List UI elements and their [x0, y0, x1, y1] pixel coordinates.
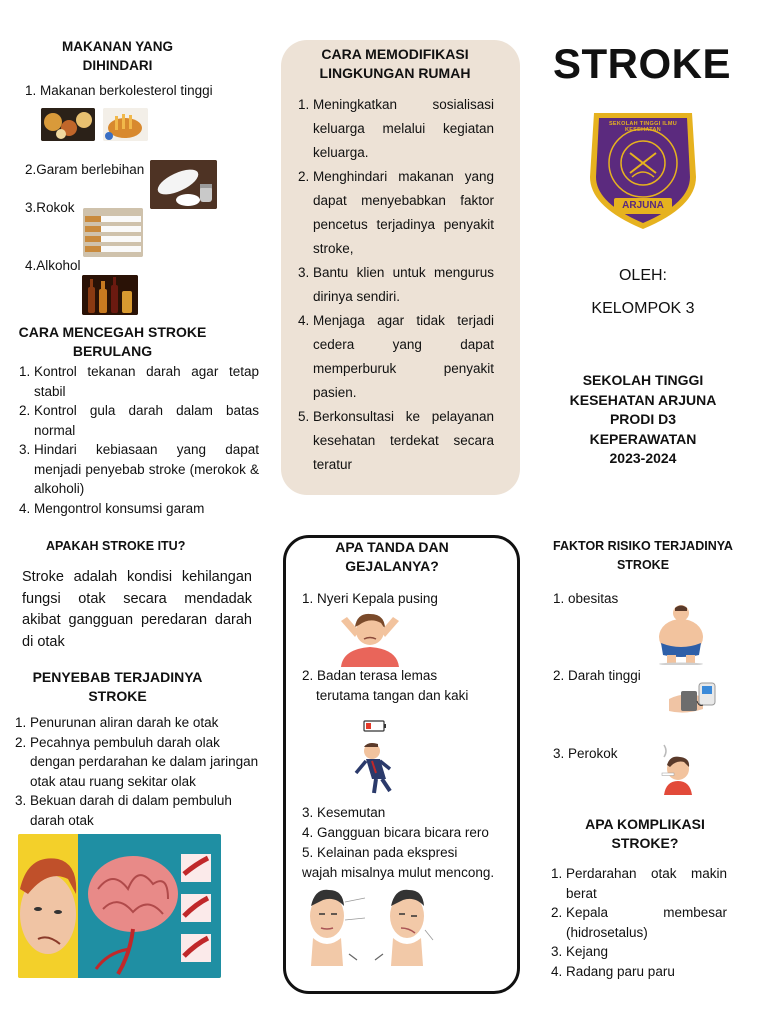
penyebab-title: PENYEBAB TERJADINYA STROKE — [32, 669, 203, 704]
institution-line: KEPERAWATAN — [589, 430, 697, 447]
tanda-item-1: 1. Nyeri Kepala pusing — [302, 591, 438, 606]
list-num: 1. — [298, 97, 310, 112]
alcohol-photo — [82, 275, 138, 315]
college-logo — [584, 107, 702, 232]
faktor-item-2: 2. Darah tinggi — [553, 668, 641, 683]
list-text: Kontrol tekanan darah agar tetap stabil — [34, 364, 259, 399]
institution-line: PRODI D3 — [609, 411, 677, 427]
modifikasi-item — [298, 93, 494, 165]
list-num: 4. — [551, 963, 563, 979]
mencegah-item — [19, 401, 259, 440]
institution-line: 2023-2024 — [609, 450, 677, 466]
list-num: 2. — [298, 169, 310, 184]
list-num: 2. — [15, 734, 27, 750]
list-num: 3. — [19, 442, 31, 457]
faktor-title: FAKTOR RISIKO TERJADINYA STROKE — [553, 539, 733, 572]
tanda-item-3: 3. Kesemutan — [302, 805, 386, 820]
cigarette-art — [83, 208, 143, 257]
makanan-item-4: 4.Alkohol — [25, 258, 81, 273]
modifikasi-item — [298, 165, 494, 261]
modifikasi-item — [298, 261, 494, 309]
logo-top-text: SEKOLAH TINGGI ILMU KESEHATAN — [608, 121, 678, 133]
list-text: Berkonsultasi ke pelayanan kesehatan terdekat secara teratur — [313, 409, 494, 472]
oleh-label: OLEH: — [618, 267, 667, 284]
smoker-art — [658, 743, 696, 795]
salt-art — [150, 160, 217, 209]
komplikasi-item — [551, 942, 727, 962]
apakah-text: Stroke adalah kondisi kehilangan fungsi otak secara mendadak akibat gangguan peredaran darah di otak — [22, 569, 252, 650]
headache-illustration — [333, 609, 407, 667]
tanda-item-2b: terutama tangan dan kaki — [316, 688, 469, 703]
food-photo-2 — [103, 108, 148, 141]
headache-art — [333, 609, 407, 667]
stroke-brain-art — [18, 834, 221, 978]
list-num: 1. — [551, 866, 563, 881]
kelompok-label: KELOMPOK 3 — [591, 300, 695, 317]
mencegah-title: CARA MENCEGAH STROKE BERULANG — [18, 324, 207, 359]
stroke-brain-poster — [18, 834, 221, 978]
facial-droop-illustration — [303, 884, 455, 966]
tanda-item-4: 4. Gangguan bicara bicara rero — [302, 825, 489, 840]
list-num: 4. — [19, 500, 31, 516]
weak-man-art — [350, 717, 415, 795]
obese-man-illustration — [655, 603, 707, 665]
makanan-item-2: 2.Garam berlebihan — [25, 162, 145, 177]
list-text: Kontrol gula darah dalam batas normal — [34, 403, 259, 438]
blood-pressure-illustration — [667, 677, 719, 717]
fries-art — [103, 108, 148, 141]
list-text: Meningkatkan sosialisasi keluarga melalui kegiatan keluarga. — [313, 97, 494, 160]
institution-line: KESEHATAN ARJUNA — [569, 391, 717, 408]
list-text: Kepala membesar (hidrosetalus) — [566, 905, 727, 940]
list-text: Pecahnya pembuluh darah olak dengan perdarahan ke dalam jaringan otak atau ruang sekitar olak — [30, 734, 259, 789]
list-num: 1. — [15, 715, 27, 730]
mencegah-list — [19, 362, 259, 518]
makanan-item-1: 1. Makanan berkolesterol tinggi — [25, 83, 213, 98]
list-text: Kejang — [566, 944, 609, 959]
penyebab-item — [15, 713, 265, 733]
makanan-item-3: 3.Rokok — [25, 200, 75, 215]
list-num: 3. — [15, 793, 27, 808]
list-num: 3. — [551, 944, 563, 959]
tanda-item-5b: wajah misalnya mulut mencong. — [302, 865, 495, 880]
main-title: STROKE — [552, 40, 731, 87]
list-num: 3. — [298, 265, 310, 280]
komplikasi-item — [551, 864, 727, 903]
list-text: Bantu klien untuk mengurus dirinya sendiri. — [313, 265, 494, 304]
institution-line: SEKOLAH TINGGI — [582, 372, 704, 388]
salt-photo — [150, 160, 217, 209]
list-text: Hindari kebiasaan yang dapat menjadi penyebab stroke (merokok & alkoholi) — [34, 442, 259, 496]
apakah-title: APAKAH STROKE ITU? — [46, 539, 186, 553]
list-text: Penurunan aliran darah ke otak — [30, 715, 219, 730]
komplikasi-item — [551, 903, 727, 942]
list-num: 2. — [551, 905, 563, 920]
modifikasi-list — [298, 93, 494, 477]
list-text: Radang paru paru — [566, 963, 675, 979]
list-text: Mengontrol konsumsi garam — [34, 500, 205, 516]
list-text: Perdarahan otak makin berat — [566, 866, 727, 901]
cigarette-photo — [83, 208, 143, 257]
column-left — [0, 0, 270, 1024]
food-photo — [41, 108, 95, 141]
list-num: 2. — [19, 403, 31, 418]
list-text: Bekuan darah di dalam pembuluh darah otak — [30, 793, 232, 828]
list-num: 4. — [298, 313, 310, 328]
faktor-item-1: 1. obesitas — [553, 591, 619, 606]
tanda-item-5: 5. Kelainan pada ekspresi — [302, 845, 458, 860]
komplikasi-title: APA KOMPLIKASI STROKE? — [585, 816, 705, 851]
modifikasi-item — [298, 405, 494, 477]
facial-droop-art — [303, 884, 455, 966]
list-text: Menjaga agar tidak terjadi cedera yang dapat memperburuk penyakit pasien. — [313, 313, 494, 400]
list-num: 1. — [19, 364, 31, 379]
penyebab-item — [15, 791, 265, 830]
faktor-item-3: 3. Perokok — [553, 746, 618, 761]
tanda-title: APA TANDA DAN GEJALANYA? — [335, 539, 449, 574]
institution-block — [548, 371, 738, 469]
makanan-title: MAKANAN YANG DIHINDARI — [61, 39, 173, 73]
penyebab-list — [15, 713, 265, 830]
smoker-illustration — [658, 743, 696, 795]
mencegah-item — [19, 362, 259, 401]
tanda-item-2: 2. Badan terasa lemas — [302, 668, 438, 683]
weak-man-illustration — [350, 717, 415, 795]
komplikasi-item — [551, 962, 727, 982]
logo-bottom-text: ARJUNA — [622, 200, 664, 211]
food-photo-art — [41, 108, 95, 141]
alcohol-art — [82, 275, 138, 315]
mencegah-item — [19, 499, 259, 519]
obese-man-art — [655, 603, 707, 665]
blood-pressure-art — [667, 677, 719, 717]
mencegah-item — [19, 440, 259, 499]
list-num: 5. — [298, 409, 310, 424]
komplikasi-list — [551, 864, 727, 981]
modifikasi-item — [298, 309, 494, 405]
modifikasi-title: CARA MEMODIFIKASI LINGKUNGAN RUMAH — [319, 46, 471, 81]
list-text: Menghindari makanan yang dapat menyebabkan faktor pencetus terjadinya penyakit stroke, — [313, 169, 494, 256]
penyebab-item — [15, 733, 265, 792]
